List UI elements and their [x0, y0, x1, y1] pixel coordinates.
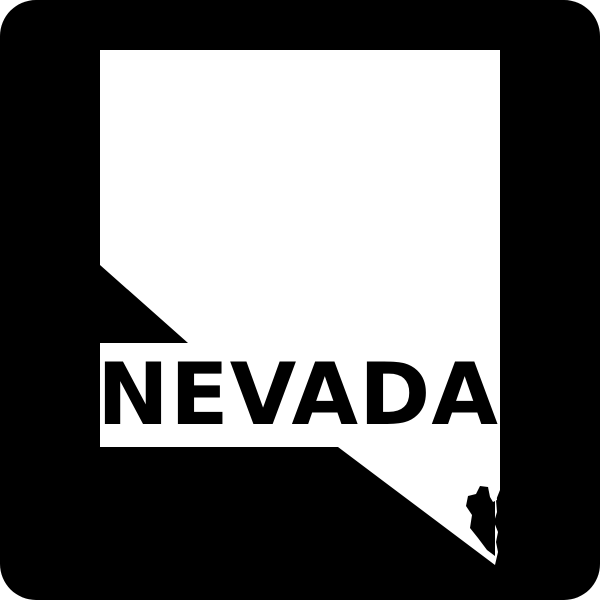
- state-name-label: NEVADA: [97, 345, 499, 445]
